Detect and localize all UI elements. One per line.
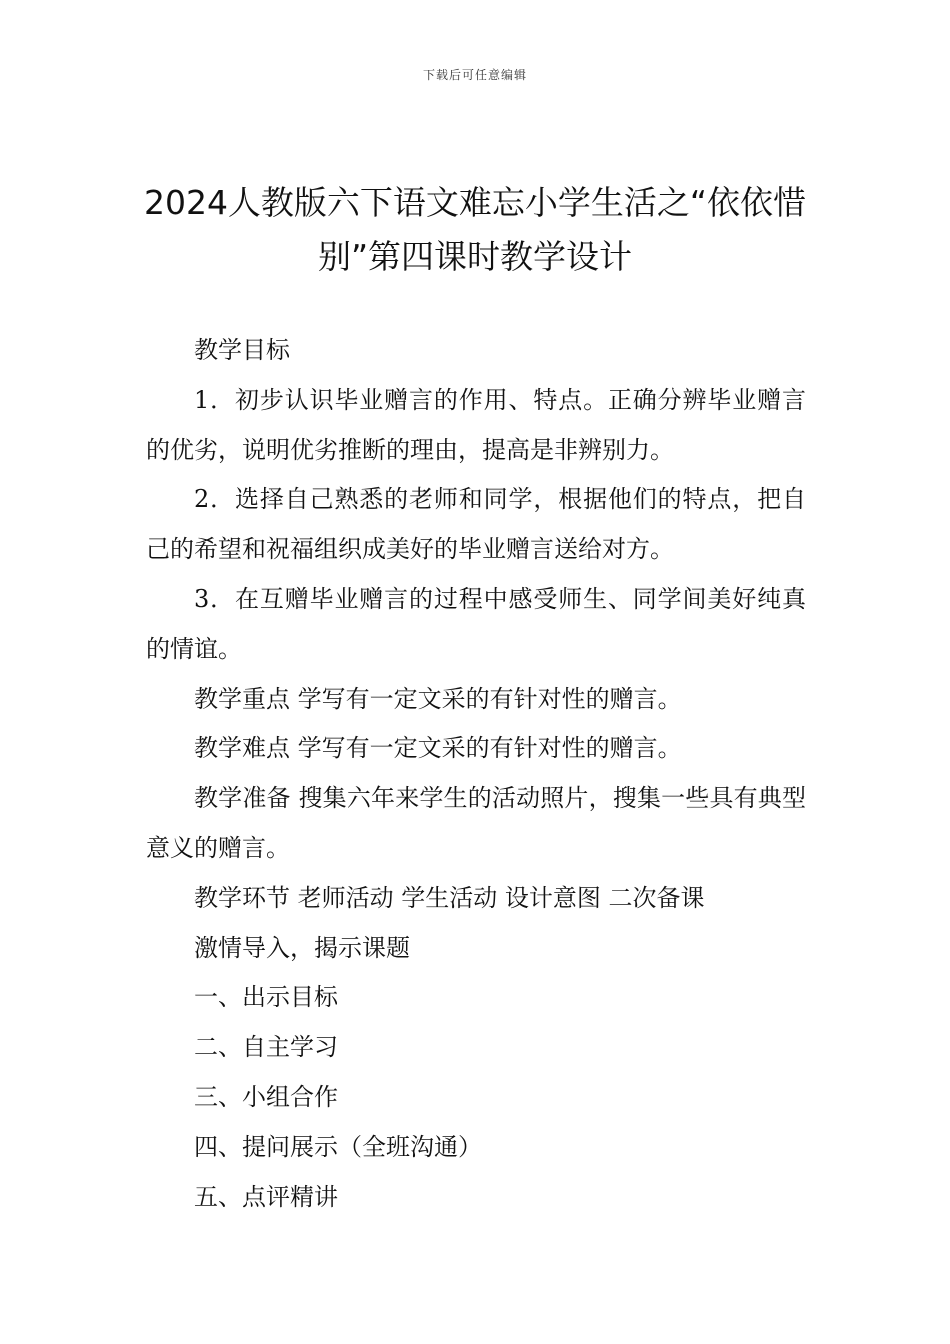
objective-3: 3．在互赠毕业赠言的过程中感受师生、同学间美好纯真的情谊。 [146, 584, 806, 663]
document-body [146, 326, 806, 1222]
stage-1: 一、出示目标 [194, 983, 338, 1012]
teaching-difficulty: 教学难点 学写有一定文采的有针对性的赠言。 [194, 734, 682, 763]
stage-4: 四、提问展示（全班沟通） [194, 1132, 482, 1161]
document-title: 2024人教版六下语文难忘小学生活之“依依惜别”第四课时教学设计 [143, 183, 807, 276]
teaching-preparation: 教学准备 搜集六年来学生的活动照片，搜集一些具有典型意义的赠言。 [146, 784, 806, 862]
stage-5: 五、点评精讲 [194, 1182, 338, 1211]
stage-3: 三、小组合作 [194, 1082, 338, 1111]
teaching-focus: 教学重点 学写有一定文采的有针对性的赠言。 [194, 684, 682, 713]
objective-2: 2．选择自己熟悉的老师和同学，根据他们的特点，把自己的希望和祝福组织成美好的毕业赠言送给对方。 [146, 485, 806, 564]
header-note: 下载后可任意编辑 [422, 68, 527, 82]
objective-1: 1．初步认识毕业赠言的作用、特点。正确分辨毕业赠言的优劣，说明优劣推断的理由，提高是非辨别力。 [146, 385, 806, 464]
stage-intro: 激情导入，揭示课题 [194, 933, 410, 962]
stage-2: 二、自主学习 [194, 1033, 338, 1062]
teaching-stages-header: 教学环节 老师活动 学生活动 设计意图 二次备课 [194, 883, 705, 912]
section-heading-objectives: 教学目标 [194, 336, 290, 364]
